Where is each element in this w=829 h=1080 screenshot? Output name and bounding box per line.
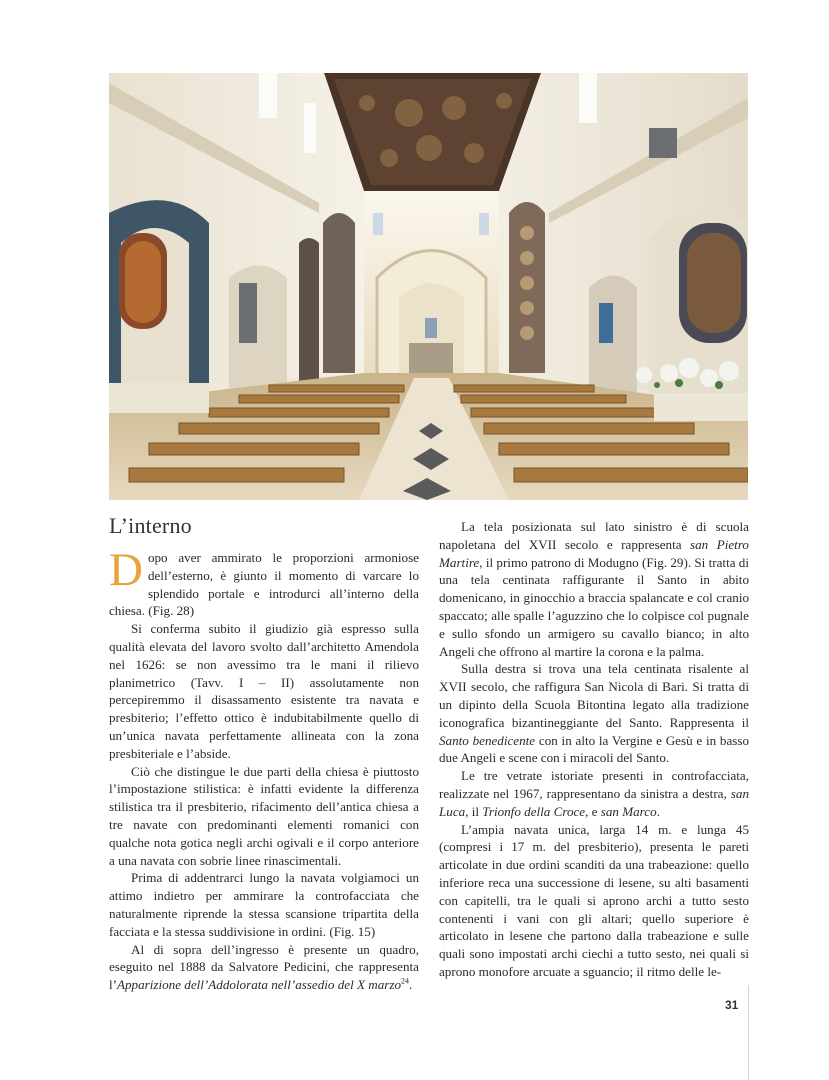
right-text-column xyxy=(439,518,749,981)
paragraph: Al di sopra dell’ingresso è presente un quadro, eseguito nel 1888 da Salvatore Pedicini, che rappresenta l’Apparizione dell’Addolorata nell’assedio del X marzo$^{24}$. xyxy=(109,941,419,993)
paragraph: Sulla destra si trova una tela centinata risalente al XVII secolo, che raffigura San Nicola di Bari. Si tratta di un dipinto della Scuola Bitontina legato alla tradizione iconografica bizantineggiante del Santo. Rappresenta il Santo benedicente con in alto la Vergine e Gesù e in basso due Angeli e scene con i miracoli del Santo. xyxy=(439,661,750,766)
paragraph: Dopo aver ammirato le proporzioni armoniose dell’esterno, è giunto il momento di varcare lo splendido portale e introdurci all’interno della chiesa. (Fig. 28) xyxy=(109,544,419,619)
paragraph: La tela posizionata sul lato sinistro è di scuola napoletana del XVII secolo e rappresenta san Pietro Martire, il primo patrono di Modugno (Fig. 29). Si tratta di una tela centinata raffigurante il Santo in abito domenicano, in ginocchio a braccia spalancate e col cranio spaccato; alle spalle l’aguzzino che lo colpisce col pugnale e sullo sfondo un armigero su cavallo bianco; in alto Angeli che offrono al martire la corona e la palma. xyxy=(439,519,749,659)
paragraph: L’ampia navata unica, larga 14 m. e lunga 45 (compresi i 17 m. del presbiterio), presenta le pareti articolate in due ordini scanditi da una trabeazione: quello inferiore reca una successione di lesene, su alti basamenti con capitelli, tra le quali si aprono archi a tutto sesto contenenti i vani con gli altari; quello superiore è articolato in lesene che partono dalla trabeazione e sulle quali sono impostati archi ciechi a tutto sesto, nei quali si aprono monofore arcuate a sguancio; il ritmo delle le- xyxy=(439,821,749,979)
page-number: 31 xyxy=(725,998,739,1012)
paragraph: Si conferma subito il giudizio già espresso sulla qualità elevata del lavoro svolto dall’architetto Amendola nel 1626: se non avessimo tra le mani il rilievo planimetrico (Tavv. I – II) assolutamente non percepiremmo il disassamento esistente tra navata e presbiterio; l’effetto ottico è indubitabilmente quello di un’unica navata perfettamente allineata con la zona presbiteriale e l’abside. xyxy=(109,621,419,761)
footnote-ref: 24 xyxy=(401,976,410,986)
paragraph: Prima di addentrarci lungo la navata volgiamoci un attimo indietro per ammirare la controfacciata che naturalmente riprende la stessa scansione tripartita della facciata e la stessa suddivisione in ordini. (Fig. 15) xyxy=(109,870,419,939)
margin-rule xyxy=(748,985,749,1080)
church-interior-photo xyxy=(109,73,748,500)
paragraph: Le tre vetrate istoriate presenti in controfacciata, realizzate nel 1967, rappresentano da sinistra a destra, san Luca, il Trionfo della Croce, e san Marco. xyxy=(439,768,749,819)
drop-cap: D xyxy=(109,544,143,596)
paragraph: Ciò che distingue le due parti della chiesa è piuttosto l’impostazione stilistica: è infatti evidente la differenza stilistica tra il presbiterio, rifacimento dell’antica chiesa a tre navate con predominanti elementi romanici con qualche nota gotica negli archi ogivali e il corpo anteriore a una navata con sobrie linee rinascimentali. xyxy=(109,763,419,868)
left-text-column xyxy=(109,544,419,994)
section-title: L’interno xyxy=(109,513,192,538)
